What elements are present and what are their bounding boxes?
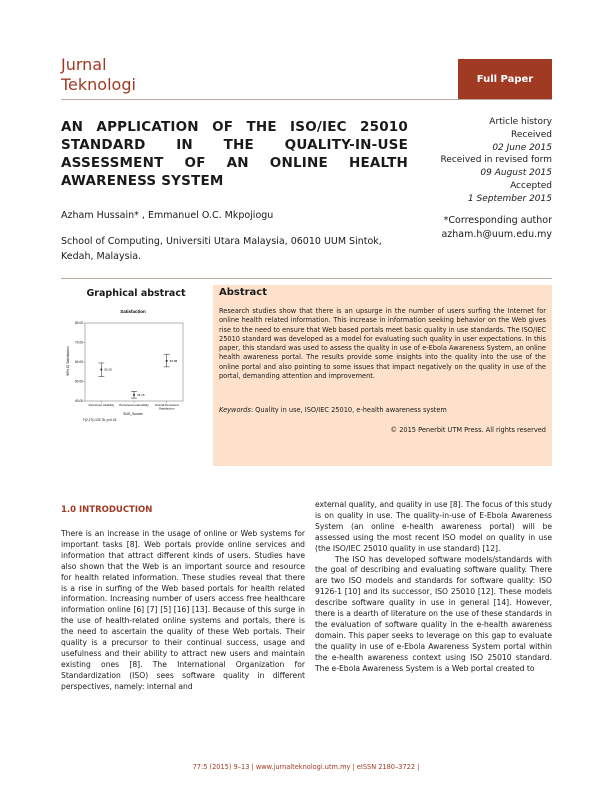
chart-plot-frame <box>85 323 183 401</box>
history-accepted-label: Accepted <box>510 180 552 191</box>
chart-x-tick-label: Perceived Learnability <box>119 403 149 407</box>
corresponding-author <box>400 214 552 242</box>
affiliation: School of Computing, Universiti Utara Malaysia, 06010 UUM Sintok, Kedah, Malaysia. <box>61 236 382 262</box>
paper-title: AN APPLICATION OF THE ISO/IEC 25010 STANDARD IN THE QUALITY-IN-USE ASSESSMENT OF AN ONLINE HEALTH AWARENESS SYSTEM <box>61 119 408 189</box>
history-revised-label: Received in revised form <box>440 155 552 166</box>
chart-y-tick-label: 70.00 <box>75 340 83 345</box>
journal-name-line1: Jurnal <box>61 55 107 74</box>
history-received-date: 02 June 2015 <box>492 142 552 153</box>
journal-name <box>61 55 201 95</box>
intro-paragraph-3: The ISO has developed software models/standards with the goal of describing and evaluating software quality. There are two ISO models and standards for software quality: ISO 9126-1 [10] and its successor, ISO 25010 [12]. These models describe software quality in use in general [14]. However, there is a dearth of literature on the use of these standards in the evaluation of software quality in the e-health awareness domain. This paper seeks to leverage on this gap to evaluate the quality in use of e-Ebola Awareness System portal within the e-health awareness context using ISO 25010 standard. The e-Ebola Awareness System is a Web portal created to <box>315 554 552 673</box>
chart-data-label: 60.58 <box>169 359 178 364</box>
intro-paragraph-2: external quality, and quality in use [8]. The focus of this study is on quality in use. The quality-in-use of E-Ebola Awareness System (an online e-health awareness portal) will be assessed using the most recent ISO model on quality in use (the ISO/IEC 25010 quality in use standard) [12]. <box>315 500 552 553</box>
graphical-abstract-heading: Graphical abstract <box>86 288 186 299</box>
chart-y-tick-label: 40.00 <box>75 399 83 404</box>
copyright: © 2015 Penerbit UTM Press. All rights reserved <box>390 426 546 434</box>
corresponding-email[interactable]: azham.h@uum.edu.my <box>441 229 552 240</box>
chart-data-label: 55.15 <box>104 367 112 372</box>
history-revised-date: 09 August 2015 <box>480 168 552 179</box>
chart-point <box>100 369 102 371</box>
graphical-abstract-chart <box>61 303 211 423</box>
chart-x-tick-label: Perceived Usability <box>88 403 115 407</box>
page-footer: 77:5 (2015) 9–13 | www.jurnalteknologi.utm.my | eISSN 2180–3722 | <box>192 763 420 771</box>
keywords-line <box>219 406 546 414</box>
section-heading: 1.0 INTRODUCTION <box>61 505 153 515</box>
chart-title: Satisfaction <box>120 309 146 314</box>
chart-point <box>166 360 168 362</box>
intro-paragraph-1: There is an increase in the usage of online or Web systems for important tasks [8]. Web portals provide online services and information that attract different kinds of users. Studies have also shown that the Web is an important source and resource for health related information. These studies reveal that there is a rise in surfing of the Web based portals for health related information. Increasing number of users access free healthcare information online [6] [7] [5] [16] [13]. Because of this surge in the use of health-related online systems and portals, there is the need to ascertain the quality of these Web portals. Their quality is a precursor to their continual success, usage and usefulness and their ability to attract new users and maintain existing ones [8]. The International Organization for Standardization (ISO) sees software quality in different perspectives, namely: internal and <box>61 529 305 691</box>
history-accepted-date: 1 September 2015 <box>467 193 552 204</box>
chart-y-tick-label: 60.00 <box>75 360 83 365</box>
header-divider <box>61 99 552 100</box>
chart-y-tick-label: 50.00 <box>75 379 83 384</box>
abstract-panel <box>213 285 552 466</box>
corresponding-label: *Corresponding author <box>443 215 552 226</box>
chart-ylabel: 95% CI Satisfaction <box>66 346 70 376</box>
chart-xlabel: SUS_Scores <box>123 412 143 416</box>
chart-data-label: 43.15 <box>137 393 145 398</box>
keywords-list: : Quality in use, ISO/IEC 25010, e-health awareness system <box>250 406 447 414</box>
abstract-text: Research studies show that there is an upsurge in the number of users surfing the Internet for online health related information. This increase in information seeking behavior on the Web gives rise to the need to ensure that Web based portals meet basic quality in use standards. The ISO/IEC 25010 standard was developed as a model for evaluating such quality in user expectations. In this paper, this standard was used to assess the quality in use of e-Ebola Awareness System, an online health awareness portal. The results provide some insights into the quality into the use of the online portal and also pointing to some issues that impact negatively on the quality in use of the portal, demanding attention and improvement. <box>219 307 546 381</box>
abstract-heading: Abstract <box>219 287 268 298</box>
history-received-label: Received <box>511 129 552 140</box>
journal-name-line2: Teknologi <box>61 75 136 94</box>
section-divider <box>61 278 552 279</box>
body-column-right <box>315 500 552 675</box>
chart-x-tick-label: Satisfaction <box>158 406 175 411</box>
authors: Azham Hussain* , Emmanuel O.C. Mkpojiogu <box>61 210 274 221</box>
paper-type-badge: Full Paper <box>458 59 552 99</box>
article-history <box>420 116 552 206</box>
keywords-label: Keywords <box>219 406 251 414</box>
chart-point <box>133 394 135 396</box>
chart-note: F(2,27)=133.76, p<0.01 <box>83 418 117 422</box>
chart-x-tick-label: Overall Perceived <box>154 403 179 407</box>
history-heading: Article history <box>489 117 552 127</box>
body-column-left <box>61 529 305 693</box>
chart-y-tick-label: 80.00 <box>75 321 83 326</box>
